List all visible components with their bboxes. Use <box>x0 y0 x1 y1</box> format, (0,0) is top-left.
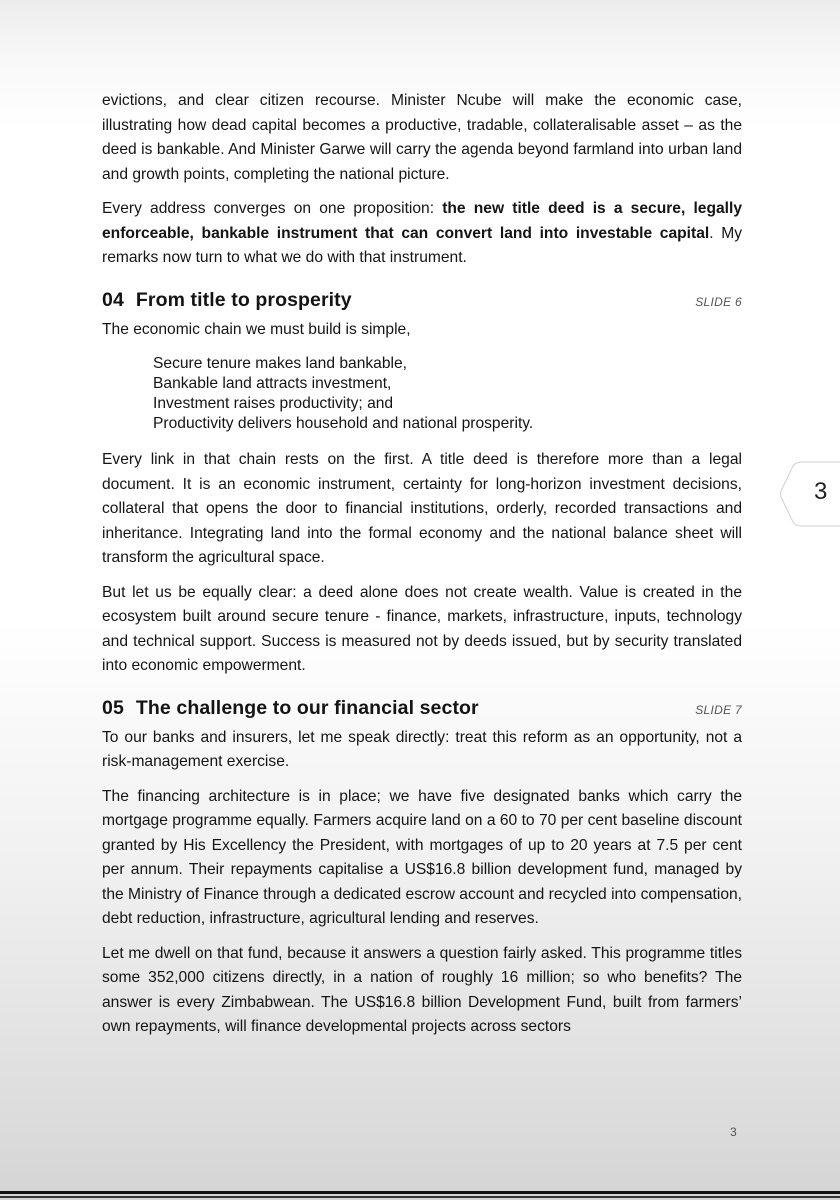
section-04-slide-label: SLIDE 6 <box>695 294 742 309</box>
bottom-rule <box>0 1191 840 1194</box>
section-04-number: 04 <box>102 288 124 311</box>
section-05-paragraph-3: Let me dwell on that fund, because it answers a question fairly asked. This programme titles some 352,000 citizens directly, in a nation of roughly 16 million; so who benefits? The answer is every Zimbabwean. The US$16.8 billion Development Fund, built from farmers’ own repayments, will finance developmental projects across sectors <box>102 944 742 1035</box>
section-05-heading <box>102 697 742 720</box>
bottom-rule-secondary <box>0 1196 840 1198</box>
intro-paragraph-1: evictions, and clear citizen recourse. Minister Ncube will make the economic case, illustrating how dead capital becomes a productive, tradable, collateralisable asset – as the deed is bankable. And Minister Garwe will carry the agenda beyond farmland into urban land and growth points, completing the national picture. <box>102 92 742 183</box>
section-04-title <box>102 289 352 312</box>
section-05-slide-label: SLIDE 7 <box>695 702 742 717</box>
page-tab-marker[interactable] <box>780 461 840 527</box>
section-05-paragraph-2: The financing architecture is in place; we have five designated banks which carry the mortgage programme equally. Farmers acquire land on a 60 to 70 per cent baseline discount granted by His Excellency the President, with mortgages of up to 20 years at 7.5 per cent per annum. Their repayments capitalise a US$16.8 billion development fund, managed by the Ministry of Finance through a dedicated escrow account and recycled into compensation, debt reduction, infrastructure, agricultural lending and reserves. <box>102 787 742 927</box>
chain-item: Productivity delivers household and national prosperity. <box>153 415 534 432</box>
chain-item: Investment raises productivity; and <box>153 395 394 412</box>
section-05-number: 05 <box>102 696 124 719</box>
intro-paragraph-2 <box>102 197 742 271</box>
chain-item: Bankable land attracts investment, <box>153 375 392 392</box>
section-05-title <box>102 697 479 720</box>
section-04-title-text: From title to prosperity <box>135 288 352 311</box>
economic-chain-list <box>153 354 742 434</box>
section-04-heading <box>102 289 742 312</box>
section-05-paragraph-1: To our banks and insurers, let me speak directly: treat this reform as an opportunity, not a risk-management exercise. <box>102 728 742 770</box>
section-04-lead: The economic chain we must build is simple, <box>102 320 411 338</box>
chain-item: Secure tenure makes land bankable, <box>153 355 407 372</box>
document-body <box>102 89 742 1050</box>
footer-page-number: 3 <box>730 1125 737 1139</box>
section-04-paragraph-2: But let us be equally clear: a deed alone does not create wealth. Value is created in the ecosystem built around secure tenure - finance, markets, infrastructure, inputs, technology and technical support. Success is measured not by deeds issued, but by security translated into economic empowerment. <box>102 583 742 674</box>
intro-p2-tail: . My remarks now turn to what we do with that instrument. <box>102 224 742 266</box>
intro-p2-emphasis: the new title deed is a secure, legally enforceable, bankable instrument that can convert land into investable capital <box>102 200 742 242</box>
section-05-title-text: The challenge to our financial sector <box>135 696 479 719</box>
page-tab-number: 3 <box>814 478 828 505</box>
intro-p2-lead: Every address converges on one proposition: <box>102 200 443 217</box>
page-tab-shape <box>780 461 840 527</box>
section-04-paragraph-1: Every link in that chain rests on the first. A title deed is therefore more than a legal document. It is an economic instrument, certainty for long-horizon investment decisions, collateral that opens the door to financial institutions, orderly, recorded transactions and inheritance. Integrating land into the formal economy and the national balance sheet will transform the agricultural space. <box>102 451 742 566</box>
